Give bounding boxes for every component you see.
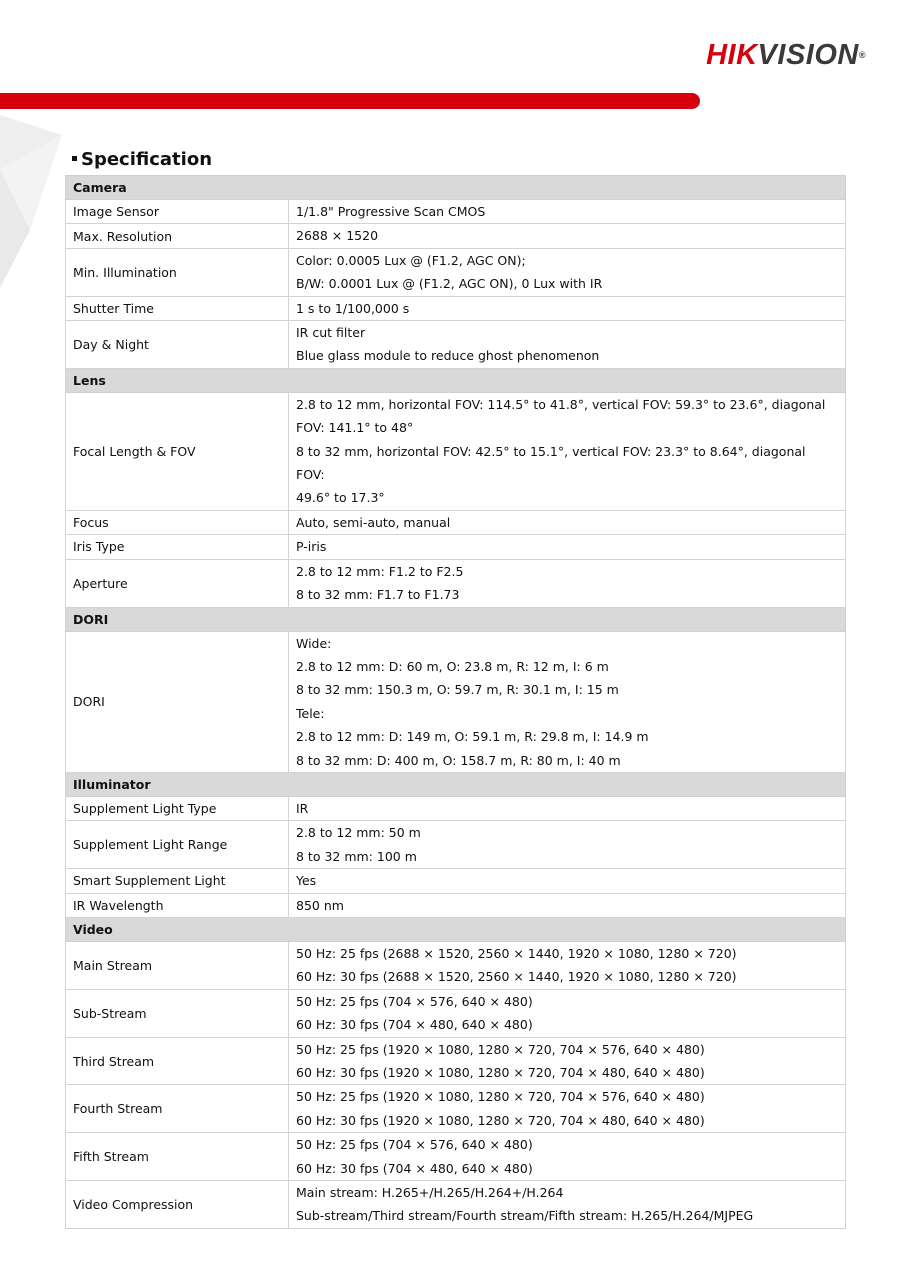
spec-value <box>289 1085 846 1133</box>
header-red-bar <box>0 93 700 109</box>
spec-value-line: 50 Hz: 25 fps (704 × 576, 640 × 480) <box>296 993 533 1009</box>
spec-value <box>289 224 846 248</box>
table-row <box>66 1085 846 1133</box>
spec-value-line: 8 to 32 mm: D: 400 m, O: 158.7 m, R: 80 m, I: 40 m <box>296 752 621 768</box>
spec-value <box>289 1181 846 1229</box>
spec-value-line: Blue glass module to reduce ghost phenomenon <box>296 348 600 364</box>
spec-value <box>289 296 846 320</box>
table-row <box>66 224 846 248</box>
spec-label: Fourth Stream <box>66 1085 289 1133</box>
spec-value-line: 8 to 32 mm: F1.7 to F1.73 <box>296 587 460 603</box>
spec-value-line: Sub-stream/Third stream/Fourth stream/Fifth stream: H.265/H.264/MJPEG <box>296 1208 754 1224</box>
table-row <box>66 869 846 893</box>
spec-label: Focal Length & FOV <box>66 392 289 510</box>
spec-value-line: 60 Hz: 30 fps (1920 × 1080, 1280 × 720, 704 × 480, 640 × 480) <box>296 1065 705 1080</box>
spec-value <box>289 1037 846 1085</box>
spec-label: Shutter Time <box>66 296 289 320</box>
spec-value-line: 1/1.8" Progressive Scan CMOS <box>296 204 486 219</box>
table-row <box>66 893 846 917</box>
spec-value <box>289 869 846 893</box>
logo-registered-mark: ® <box>858 50 866 60</box>
spec-value <box>289 535 846 559</box>
table-row <box>66 1181 846 1229</box>
spec-label: Aperture <box>66 559 289 607</box>
spec-label: Supplement Light Range <box>66 821 289 869</box>
spec-value <box>289 989 846 1037</box>
spec-value <box>289 200 846 224</box>
spec-value <box>289 1133 846 1181</box>
spec-label: Sub-Stream <box>66 989 289 1037</box>
spec-value-line: 60 Hz: 30 fps (704 × 480, 640 × 480) <box>296 1017 533 1033</box>
spec-value-line: Yes <box>296 873 317 889</box>
logo-hik-text: HIK <box>706 39 758 71</box>
spec-value-line: 60 Hz: 30 fps (1920 × 1080, 1280 × 720, 704 × 480, 640 × 480) <box>296 1112 705 1128</box>
spec-value-line: 2.8 to 12 mm, horizontal FOV: 114.5° to 41.8°, vertical FOV: 59.3° to 23.6°, diagonal <box>296 396 826 412</box>
table-row <box>66 941 846 989</box>
table-row <box>66 1037 846 1085</box>
spec-label: Third Stream <box>66 1037 289 1085</box>
spec-value <box>289 510 846 534</box>
spec-label: Fifth Stream <box>66 1133 289 1181</box>
spec-label: Image Sensor <box>66 200 289 224</box>
section-header-row <box>66 368 846 392</box>
hikvision-logo <box>706 40 866 70</box>
spec-value-line: B/W: 0.0001 Lux @ (F1.2, AGC ON), 0 Lux with IR <box>296 276 603 292</box>
spec-value-line: IR <box>296 800 309 816</box>
spec-value-line: Auto, semi-auto, manual <box>296 514 451 530</box>
spec-value-line: 2.8 to 12 mm: D: 60 m, O: 23.8 m, R: 12 m, I: 6 m <box>296 658 609 674</box>
spec-value-line: Tele: <box>296 705 325 721</box>
spec-value-line: 8 to 32 mm: 150.3 m, O: 59.7 m, R: 30.1 m, I: 15 m <box>296 682 619 698</box>
spec-value-line: 2688 × 1520 <box>296 228 379 244</box>
spec-value-line: 8 to 32 mm: 100 m <box>296 848 417 864</box>
spec-value-line: 49.6° to 17.3° <box>296 490 385 506</box>
spec-value <box>289 821 846 869</box>
table-row <box>66 631 846 772</box>
spec-value-line: P-iris <box>296 539 327 555</box>
spec-label: Supplement Light Type <box>66 796 289 820</box>
section-title <box>72 149 212 170</box>
table-row <box>66 321 846 369</box>
table-row <box>66 821 846 869</box>
spec-value-line: 1 s to 1/100,000 s <box>296 300 410 316</box>
spec-value-line: 50 Hz: 25 fps (2688 × 1520, 2560 × 1440, 1920 × 1080, 1280 × 720) <box>296 945 737 961</box>
table-row <box>66 1133 846 1181</box>
spec-value-line: 60 Hz: 30 fps (704 × 480, 640 × 480) <box>296 1160 533 1176</box>
table-row <box>66 559 846 607</box>
table-row <box>66 510 846 534</box>
spec-label: Min. Illumination <box>66 248 289 296</box>
spec-value-line: Main stream: H.265+/H.265/H.264+/H.264 <box>296 1185 564 1201</box>
spec-value <box>289 559 846 607</box>
spec-label: Video Compression <box>66 1181 289 1229</box>
spec-value <box>289 941 846 989</box>
spec-label: DORI <box>66 631 289 772</box>
spec-label: Main Stream <box>66 941 289 989</box>
section-header: Camera <box>66 176 846 200</box>
spec-value-line: 60 Hz: 30 fps (2688 × 1520, 2560 × 1440, 1920 × 1080, 1280 × 720) <box>296 969 737 985</box>
decorative-triangles <box>0 110 70 290</box>
specification-table <box>65 175 846 1229</box>
bullet-icon <box>72 156 77 161</box>
table-row <box>66 392 846 510</box>
table-row <box>66 248 846 296</box>
section-header-row <box>66 917 846 941</box>
spec-label: Day & Night <box>66 321 289 369</box>
spec-value-line: 50 Hz: 25 fps (704 × 576, 640 × 480) <box>296 1137 533 1153</box>
spec-label: Max. Resolution <box>66 224 289 248</box>
spec-value-line: 850 nm <box>296 897 344 913</box>
spec-value-line: 2.8 to 12 mm: D: 149 m, O: 59.1 m, R: 29.8 m, I: 14.9 m <box>296 729 649 745</box>
spec-value <box>289 796 846 820</box>
spec-value-line: Color: 0.0005 Lux @ (F1.2, AGC ON); <box>296 252 526 268</box>
section-header-row <box>66 607 846 631</box>
section-header-row <box>66 772 846 796</box>
spec-value <box>289 321 846 369</box>
spec-value-line: IR cut filter <box>296 325 366 341</box>
spec-value-line: FOV: 141.1° to 48° <box>296 420 414 436</box>
section-title-text: Specification <box>81 149 213 170</box>
spec-value <box>289 631 846 772</box>
spec-value-line: 2.8 to 12 mm: F1.2 to F2.5 <box>296 563 464 579</box>
spec-label: IR Wavelength <box>66 893 289 917</box>
section-header: Video <box>66 917 846 941</box>
section-header: Lens <box>66 368 846 392</box>
spec-value-line: 50 Hz: 25 fps (1920 × 1080, 1280 × 720, 704 × 576, 640 × 480) <box>296 1041 705 1057</box>
spec-value-line: 8 to 32 mm, horizontal FOV: 42.5° to 15.1°, vertical FOV: 23.3° to 8.64°, diagonal FOV: <box>296 443 806 483</box>
section-header: DORI <box>66 607 846 631</box>
spec-value-line: 2.8 to 12 mm: 50 m <box>296 825 421 841</box>
logo-vision-text: VISION <box>757 39 859 71</box>
spec-value <box>289 248 846 296</box>
table-row <box>66 796 846 820</box>
spec-value-line: Wide: <box>296 635 332 651</box>
section-header-row <box>66 176 846 200</box>
spec-label: Iris Type <box>66 535 289 559</box>
spec-label: Focus <box>66 510 289 534</box>
table-row <box>66 296 846 320</box>
spec-label: Smart Supplement Light <box>66 869 289 893</box>
spec-value <box>289 893 846 917</box>
section-header: Illuminator <box>66 772 846 796</box>
spec-value <box>289 392 846 510</box>
spec-value-line: 50 Hz: 25 fps (1920 × 1080, 1280 × 720, 704 × 576, 640 × 480) <box>296 1089 705 1105</box>
table-row <box>66 989 846 1037</box>
table-row <box>66 535 846 559</box>
table-row <box>66 200 846 224</box>
